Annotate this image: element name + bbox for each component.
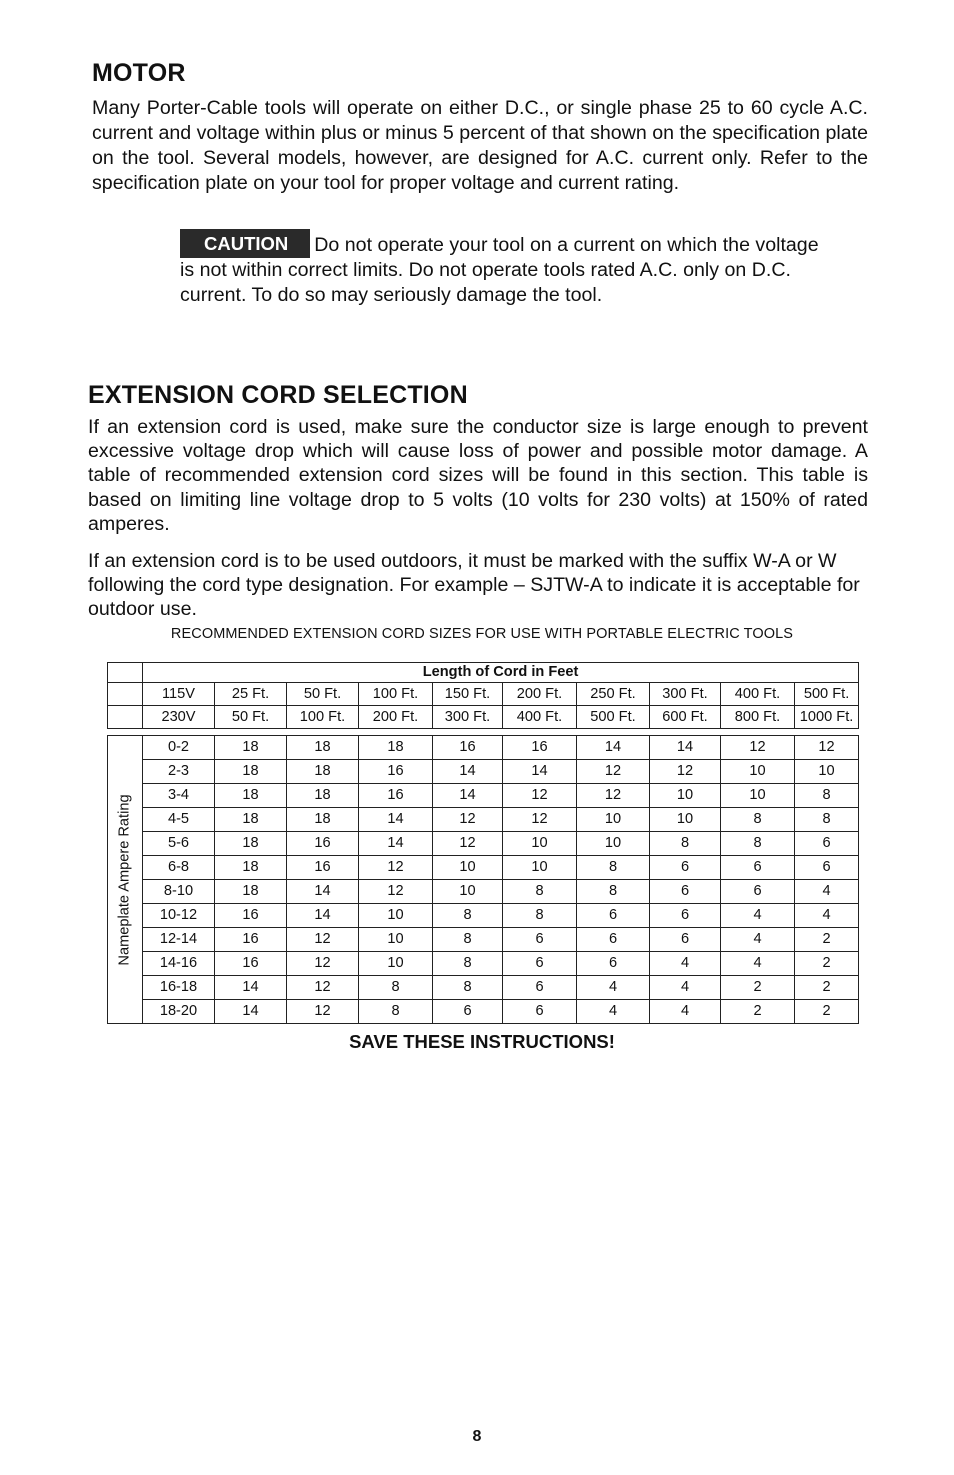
gauge-cell: 10 [503,856,577,880]
ampere-range-cell: 10-12 [143,904,215,928]
gauge-cell: 10 [577,832,650,856]
gauge-cell: 4 [577,976,650,1000]
gauge-cell: 10 [359,904,433,928]
length-header-row [108,663,859,683]
gauge-cell: 2 [795,1000,859,1024]
gauge-cell: 8 [503,904,577,928]
gauge-cell: 18 [287,736,359,760]
gauge-cell: 18 [359,736,433,760]
voltage-length-cell: 300 Ft. [433,706,503,729]
gauge-cell: 14 [503,760,577,784]
gauge-cell: 6 [577,904,650,928]
table-row [108,784,859,808]
save-instructions: SAVE THESE INSTRUCTIONS! [349,1031,615,1052]
gauge-cell: 12 [433,808,503,832]
gauge-cell: 14 [287,880,359,904]
gauge-cell: 4 [795,880,859,904]
gauge-cell: 14 [359,832,433,856]
gauge-cell: 18 [287,760,359,784]
gauge-cell: 2 [721,976,795,1000]
voltage-length-cell: 25 Ft. [215,683,287,706]
gauge-cell: 8 [433,904,503,928]
ampere-range-cell: 18-20 [143,1000,215,1024]
ampere-range-cell: 14-16 [143,952,215,976]
gauge-cell: 14 [287,904,359,928]
motor-heading: MOTOR [92,59,186,87]
voltage-length-cell: 600 Ft. [650,706,721,729]
length-header: Length of Cord in Feet [143,663,859,683]
gauge-cell: 8 [650,832,721,856]
ampere-rating-label-cell [108,736,143,1024]
caution-notice [180,229,832,308]
gauge-cell: 14 [577,736,650,760]
gauge-cell: 16 [215,952,287,976]
gauge-cell: 18 [215,856,287,880]
table-row [108,808,859,832]
gauge-cell: 10 [577,808,650,832]
voltage-length-cell: 800 Ft. [721,706,795,729]
gauge-cell: 14 [433,784,503,808]
gauge-cell: 10 [433,880,503,904]
table-caption: RECOMMENDED EXTENSION CORD SIZES FOR USE WITH PORTABLE ELECTRIC TOOLS [170,626,794,642]
gauge-cell: 4 [721,952,795,976]
gauge-cell: 10 [650,784,721,808]
gauge-cell: 16 [287,832,359,856]
gauge-cell: 8 [433,928,503,952]
table-row [108,856,859,880]
voltage-length-cell: 100 Ft. [287,706,359,729]
voltage-length-cell: 1000 Ft. [795,706,859,729]
spacer-cell [108,729,859,736]
gauge-cell: 12 [287,928,359,952]
gauge-cell: 18 [287,808,359,832]
voltage-length-cell: 150 Ft. [433,683,503,706]
blank-cell [108,663,143,683]
gauge-cell: 4 [721,904,795,928]
motor-paragraph: Many Porter-Cable tools will operate on either D.C., or single phase 25 to 60 cycle A.C. current and voltage within plus or minus 5 percent of that shown on the specification plate on the tool. Several models, however, are designed for A.C. current only. Refer to the specification plate on your tool for proper voltage and current rating. [92,97,868,194]
voltage-length-cell: 50 Ft. [287,683,359,706]
voltage-length-cell: 100 Ft. [359,683,433,706]
gauge-cell: 14 [215,1000,287,1024]
gauge-cell: 2 [795,928,859,952]
gauge-cell: 8 [359,976,433,1000]
table-row [108,880,859,904]
gauge-cell: 18 [215,784,287,808]
gauge-cell: 14 [433,760,503,784]
voltage-length-cell: 500 Ft. [795,683,859,706]
ampere-range-cell: 12-14 [143,928,215,952]
gauge-cell: 12 [359,856,433,880]
gauge-cell: 12 [433,832,503,856]
gauge-cell: 12 [287,952,359,976]
gauge-cell: 12 [359,880,433,904]
gauge-cell: 4 [795,904,859,928]
gauge-cell: 18 [287,784,359,808]
gauge-cell: 18 [215,808,287,832]
gauge-cell: 14 [650,736,721,760]
gauge-cell: 8 [433,952,503,976]
gauge-cell: 12 [503,808,577,832]
gauge-cell: 12 [577,760,650,784]
caution-badge: CAUTION [180,229,310,258]
gauge-cell: 6 [503,928,577,952]
voltage-length-cell: 500 Ft. [577,706,650,729]
gauge-cell: 12 [503,784,577,808]
gauge-cell: 8 [433,976,503,1000]
ampere-range-cell: 6-8 [143,856,215,880]
gauge-cell: 6 [433,1000,503,1024]
gauge-cell: 16 [215,904,287,928]
table-row [108,760,859,784]
gauge-cell: 12 [287,1000,359,1024]
gauge-cell: 6 [577,952,650,976]
voltage-length-cell: 250 Ft. [577,683,650,706]
table-row [108,952,859,976]
gauge-cell: 12 [721,736,795,760]
gauge-cell: 6 [503,952,577,976]
table-row [108,736,859,760]
extension-paragraph-1: If an extension cord is used, make sure the conductor size is large enough to prevent excessive voltage drop which will cause loss of power and possible motor damage. A table of recommended extension cord sizes will be found in this section. This table is based on limiting line voltage drop to 5 volts (10 volts for 230 volts) at 150% of rated amperes. [88,416,868,535]
voltage-length-cell: 230V [143,706,215,729]
gauge-cell: 4 [650,1000,721,1024]
gauge-cell: 8 [503,880,577,904]
ampere-range-cell: 4-5 [143,808,215,832]
gauge-cell: 8 [795,808,859,832]
gauge-cell: 10 [359,952,433,976]
table-row [108,1000,859,1024]
gauge-cell: 14 [215,976,287,1000]
voltage-row-230 [108,706,859,729]
gauge-cell: 4 [577,1000,650,1024]
gauge-cell: 2 [795,952,859,976]
gauge-cell: 18 [215,760,287,784]
extension-cord-table [107,662,859,1024]
gauge-cell: 6 [721,880,795,904]
blank-cell [108,683,143,706]
gauge-cell: 6 [650,856,721,880]
gauge-cell: 12 [650,760,721,784]
voltage-length-cell: 400 Ft. [721,683,795,706]
gauge-cell: 6 [503,1000,577,1024]
gauge-cell: 18 [215,832,287,856]
gauge-cell: 4 [650,952,721,976]
table-row [108,904,859,928]
gauge-cell: 6 [795,856,859,880]
ampere-range-cell: 0-2 [143,736,215,760]
gauge-cell: 6 [721,856,795,880]
gauge-cell: 10 [503,832,577,856]
gauge-cell: 10 [721,760,795,784]
voltage-length-cell: 200 Ft. [359,706,433,729]
ampere-range-cell: 3-4 [143,784,215,808]
gauge-cell: 8 [721,832,795,856]
extension-heading: EXTENSION CORD SELECTION [88,381,468,409]
table-row [108,832,859,856]
page-number: 8 [472,1428,482,1445]
blank-cell [108,706,143,729]
gauge-cell: 10 [359,928,433,952]
ampere-range-cell: 16-18 [143,976,215,1000]
gauge-cell: 18 [215,880,287,904]
gauge-cell: 8 [577,856,650,880]
gauge-cell: 6 [503,976,577,1000]
table-row [108,976,859,1000]
gauge-cell: 4 [650,976,721,1000]
gauge-cell: 10 [795,760,859,784]
ampere-rating-label: Nameplate Ampere Rating [116,793,133,966]
gauge-cell: 6 [650,880,721,904]
ampere-range-cell: 2-3 [143,760,215,784]
voltage-length-cell: 50 Ft. [215,706,287,729]
gauge-cell: 8 [795,784,859,808]
ampere-range-cell: 5-6 [143,832,215,856]
gauge-cell: 8 [359,1000,433,1024]
gauge-cell: 8 [577,880,650,904]
table-row [108,928,859,952]
gauge-cell: 12 [577,784,650,808]
gauge-cell: 12 [287,976,359,1000]
gauge-cell: 12 [795,736,859,760]
gauge-cell: 10 [650,808,721,832]
voltage-length-cell: 400 Ft. [503,706,577,729]
gauge-cell: 14 [359,808,433,832]
voltage-length-cell: 300 Ft. [650,683,721,706]
gauge-cell: 2 [721,1000,795,1024]
gauge-cell: 10 [433,856,503,880]
extension-paragraph-2: If an extension cord is to be used outdoors, it must be marked with the suffix W-A or W following the cord type designation. For example – SJTW-A to indicate it is acceptable for outdoor use. [88,550,860,621]
spacer-row [108,729,859,736]
caution-text: Do not operate your tool on a current on which the voltage is not within correct limits. Do not operate tools rated A.C. only on D.C. current. To do so may seriously damage the tool. [180,234,819,306]
gauge-cell: 16 [359,760,433,784]
gauge-cell: 6 [650,928,721,952]
gauge-cell: 18 [215,736,287,760]
gauge-cell: 10 [721,784,795,808]
gauge-cell: 4 [721,928,795,952]
gauge-cell: 16 [287,856,359,880]
gauge-cell: 8 [721,808,795,832]
gauge-cell: 2 [795,976,859,1000]
gauge-cell: 16 [433,736,503,760]
gauge-cell: 6 [650,904,721,928]
gauge-cell: 16 [503,736,577,760]
gauge-cell: 16 [359,784,433,808]
gauge-cell: 6 [795,832,859,856]
gauge-cell: 6 [577,928,650,952]
voltage-length-cell: 200 Ft. [503,683,577,706]
voltage-row-115 [108,683,859,706]
gauge-cell: 16 [215,928,287,952]
ampere-range-cell: 8-10 [143,880,215,904]
voltage-length-cell: 115V [143,683,215,706]
